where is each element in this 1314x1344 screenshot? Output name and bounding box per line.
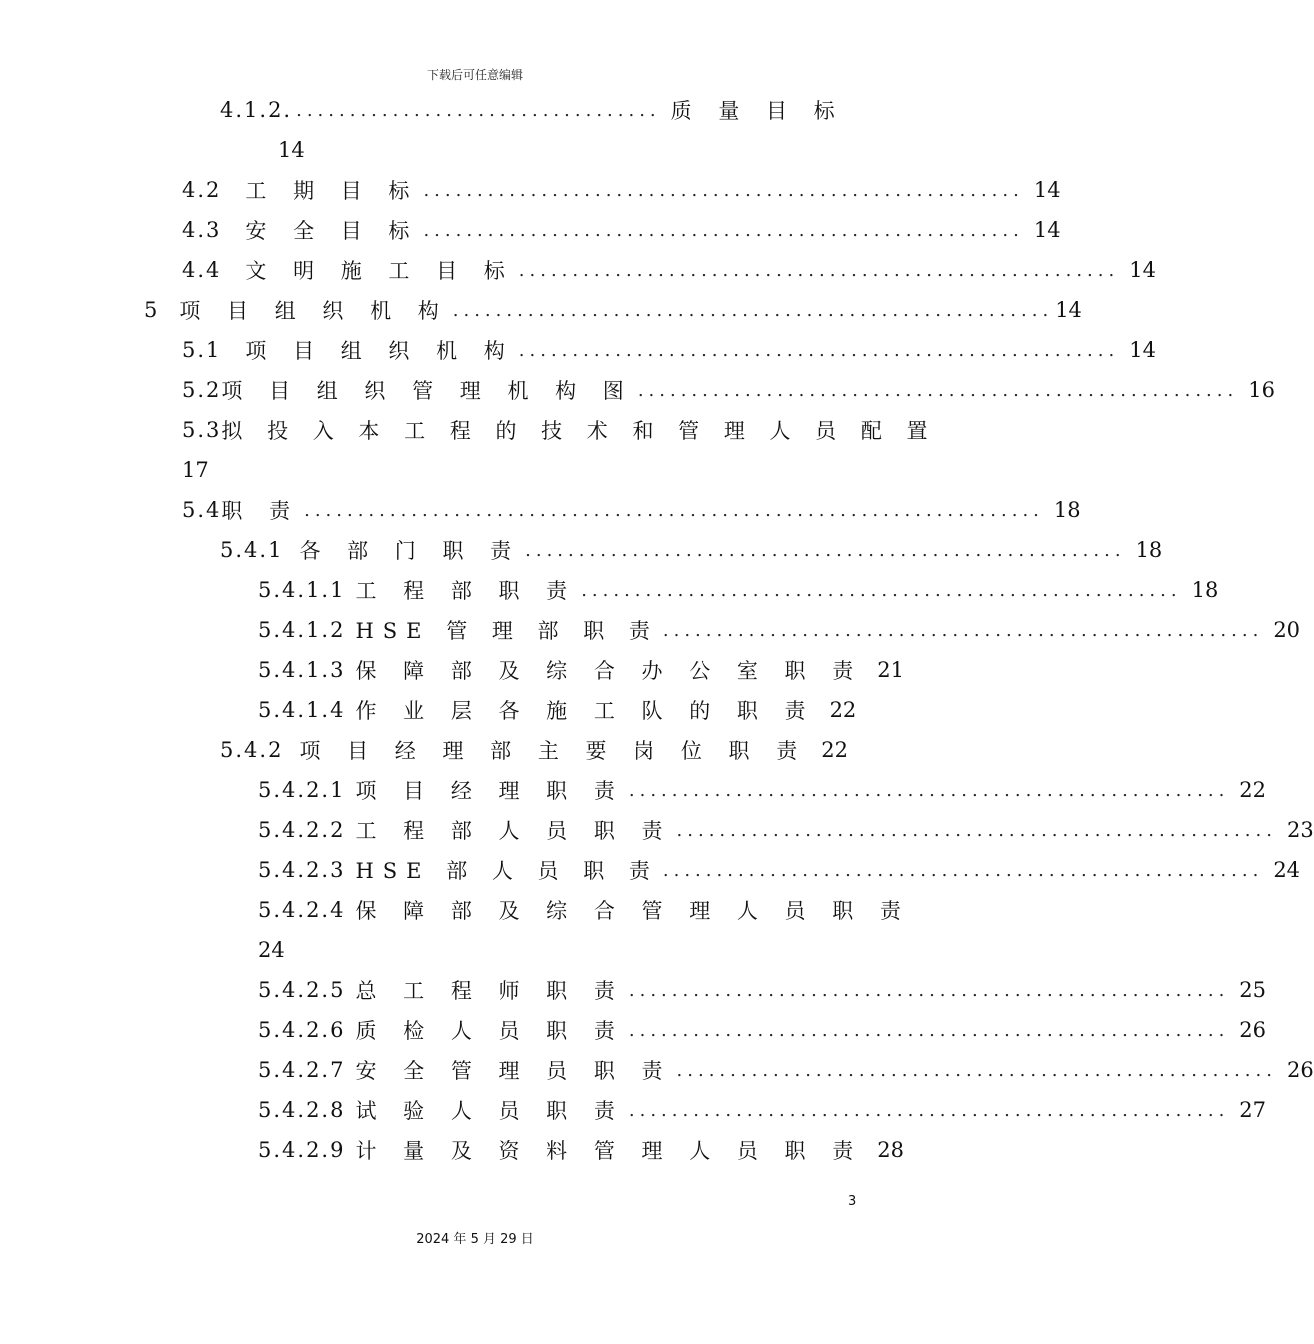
toc-entry-5-4-1-3[interactable]	[258, 650, 904, 690]
toc-leader-dots: ........................................................	[518, 259, 1120, 281]
toc-entry-5[interactable]	[144, 290, 1082, 330]
toc-leader-dots: ........................................................	[676, 819, 1277, 841]
toc-entry-5-4-1-4[interactable]	[258, 690, 857, 730]
toc-entry-number: 4.3	[182, 218, 222, 242]
toc-entry-title: 质 量 目 标	[670, 99, 845, 123]
page-number: 3	[848, 1194, 857, 1209]
toc-entry-5-4-2-6[interactable]	[258, 1010, 1267, 1050]
toc-leader-dots: ........................................................	[423, 219, 1024, 241]
toc-entry-title: 保 障 部 及 综 合 办 公 室 职 责	[355, 659, 864, 683]
toc-leader-dots: ........................................................	[452, 299, 1054, 321]
toc-entry-page: 16	[1248, 378, 1275, 402]
toc-entry-5-3[interactable]	[182, 410, 937, 450]
toc-entry-page: 14	[1033, 218, 1061, 242]
toc-entry-page: 20	[1273, 618, 1301, 642]
toc-entry-title: HSE 部 人 员 职 责	[355, 859, 659, 883]
toc-entry-title: 安 全 管 理 员 职 责	[355, 1059, 673, 1083]
toc-entry-number: 5.4.2.3	[258, 858, 346, 882]
toc-entry-page: 18	[1191, 578, 1219, 602]
toc-entry-4-3[interactable]	[182, 210, 1061, 250]
toc-entry-title: 保 障 部 及 综 合 管 理 人 员 职 责	[355, 899, 911, 923]
toc-entry-page: 25	[1239, 978, 1267, 1002]
toc-leader-dots: ..................................	[296, 99, 661, 121]
toc-entry-page: 24	[258, 938, 285, 962]
toc-entry-page: 14	[1055, 298, 1082, 322]
toc-entry-number: 5.4.2.6	[258, 1018, 346, 1042]
toc-entry-5-4-1-2[interactable]	[258, 610, 1301, 650]
toc-entry-page: 18	[1135, 538, 1163, 562]
toc-entry-page: 22	[821, 738, 848, 762]
toc-entry-number: 4.2	[182, 178, 222, 202]
toc-entry-page: 28	[877, 1138, 904, 1162]
toc-leader-dots: ........................................................	[637, 379, 1239, 401]
toc-leader-dots: ........................................................	[581, 579, 1182, 601]
toc-leader-dots: ........................................................	[628, 1099, 1230, 1121]
footer-date: 2024 年 5 月 29 日	[416, 1232, 534, 1247]
toc-entry-page: 22	[1239, 778, 1267, 802]
toc-entry-number: 5.4.2.7	[258, 1058, 346, 1082]
toc-entry-title: HSE 管 理 部 职 责	[355, 619, 659, 643]
toc-entry-5-4-2-3[interactable]	[258, 850, 1301, 890]
header-note: 下载后可任意编辑	[426, 68, 523, 82]
toc-leader-dots: ........................................................	[518, 339, 1120, 361]
toc-entry-page: 27	[1239, 1098, 1267, 1122]
toc-entry-page: 22	[829, 698, 857, 722]
toc-entry-number: 5	[144, 298, 160, 322]
toc-entry-title: 职 责	[221, 499, 301, 523]
toc-entry-title: 项 目 组 织 机 构	[245, 339, 515, 363]
toc-entry-title: 试 验 人 员 职 责	[355, 1099, 625, 1123]
toc-entry-number: 5.4.2.2	[258, 818, 346, 842]
toc-leader-dots: ........................................................	[628, 979, 1230, 1001]
toc-entry-number: 4.4	[182, 258, 222, 282]
toc-entry-page: 24	[1273, 858, 1301, 882]
toc-entry-title: 工 程 部 职 责	[355, 579, 578, 603]
toc-entry-5-4-1-1[interactable]	[258, 570, 1219, 610]
toc-entry-number: 5.4.2.4	[258, 898, 346, 922]
toc-entry-5-4-1[interactable]	[220, 530, 1163, 570]
toc-entry-number: 5.4.2.9	[258, 1138, 346, 1162]
toc-entry-title: 计 量 及 资 料 管 理 人 员 职 责	[355, 1139, 864, 1163]
toc-entry-page: 14	[278, 138, 305, 162]
toc-entry-4-1-2[interactable]	[220, 90, 845, 130]
toc-leader-dots: ........................................................	[662, 619, 1264, 641]
toc-entry-number: 5.4	[182, 498, 222, 522]
toc-entry-5-1[interactable]	[182, 330, 1156, 370]
toc-entry-number: 5.4.2.1	[258, 778, 346, 802]
toc-entry-page: 14	[1033, 178, 1061, 202]
toc-entry-title: 项 目 组 织 机 构	[179, 299, 449, 323]
toc-entry-4-2[interactable]	[182, 170, 1061, 210]
toc-entry-number: 5.1	[182, 338, 222, 362]
toc-entry-5-4-2-9[interactable]	[258, 1130, 904, 1170]
toc-entry-number: 5.2	[182, 378, 222, 402]
toc-entry-title: 项 目 组 织 管 理 机 构 图	[221, 379, 634, 403]
toc-entry-page: 21	[877, 658, 904, 682]
toc-entry-title: 工 期 目 标	[245, 179, 420, 203]
toc-entry-5-4-2-4[interactable]	[258, 890, 911, 930]
toc-entry-title: 质 检 人 员 职 责	[355, 1019, 625, 1043]
toc-entry-title: 安 全 目 标	[245, 219, 420, 243]
toc-entry-title: 作 业 层 各 施 工 队 的 职 责	[355, 699, 816, 723]
toc-entry-number: 4.1.2.	[220, 98, 293, 122]
toc-entry-title: 项 目 经 理 部 主 要 岗 位 职 责	[299, 739, 808, 763]
toc-entry-title: 拟 投 入 本 工 程 的 技 术 和 管 理 人 员 配 置	[221, 419, 937, 443]
toc-leader-dots: .....................................................................	[304, 499, 1044, 521]
toc-entry-page: 23	[1286, 818, 1314, 842]
toc-leader-dots: ........................................................	[525, 539, 1126, 561]
toc-entry-title: 各 部 门 职 责	[299, 539, 522, 563]
toc-entry-title: 工 程 部 人 员 职 责	[355, 819, 673, 843]
toc-entry-page: 14	[1129, 258, 1156, 282]
toc-entry-number: 5.4.1.2	[258, 618, 346, 642]
toc-entry-page: 14	[1129, 338, 1156, 362]
toc-entry-number: 5.4.1.4	[258, 698, 346, 722]
toc-entry-number: 5.3	[182, 418, 222, 442]
toc-entry-5-4-2[interactable]	[220, 730, 848, 770]
toc-entry-page: 17	[182, 458, 209, 482]
toc-leader-dots: ........................................................	[423, 179, 1024, 201]
toc-entry-title: 总 工 程 师 职 责	[355, 979, 625, 1003]
toc-leader-dots: ........................................................	[628, 779, 1230, 801]
toc-entry-4-4[interactable]	[182, 250, 1156, 290]
toc-entry-5-4-2-5[interactable]	[258, 970, 1267, 1010]
toc-entry-5-4-2-7[interactable]	[258, 1050, 1314, 1090]
toc-entry-number: 5.4.2.8	[258, 1098, 346, 1122]
toc-entry-title: 项 目 经 理 职 责	[355, 779, 625, 803]
toc-entry-number: 5.4.1.1	[258, 578, 346, 602]
toc-entry-5-4-2-1[interactable]	[258, 770, 1267, 810]
toc-entry-number: 5.4.2.5	[258, 978, 346, 1002]
toc-entry-page: 26	[1239, 1018, 1267, 1042]
toc-entry-5-4-2-8[interactable]	[258, 1090, 1267, 1130]
toc-leader-dots: ........................................................	[676, 1059, 1277, 1081]
toc-entry-5-2[interactable]	[182, 370, 1275, 410]
toc-entry-page: 26	[1286, 1058, 1314, 1082]
toc-entry-5-4-2-2[interactable]	[258, 810, 1314, 850]
toc-entry-number: 5.4.1.3	[258, 658, 346, 682]
toc-entry-5-4[interactable]	[182, 490, 1081, 530]
toc-entry-number: 5.4.2	[220, 738, 284, 762]
toc-entry-page: 18	[1053, 498, 1081, 522]
toc-entry-title: 文 明 施 工 目 标	[245, 259, 515, 283]
toc-entry-number: 5.4.1	[220, 538, 284, 562]
toc-leader-dots: ........................................................	[628, 1019, 1230, 1041]
toc-leader-dots: ........................................................	[662, 859, 1264, 881]
